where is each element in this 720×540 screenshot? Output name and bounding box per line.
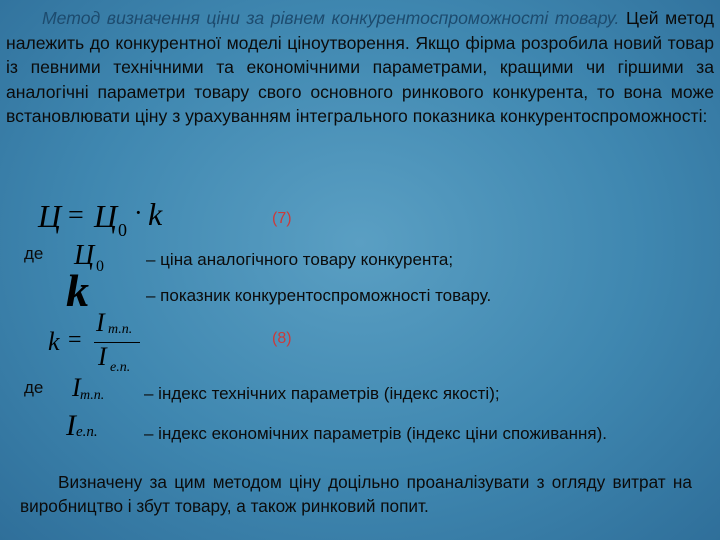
- desc-c0: – ціна аналогічного товару конкурента;: [146, 250, 454, 269]
- symbol-c0: Ц: [74, 240, 95, 271]
- formula7-equals: =: [68, 200, 84, 231]
- formula8-num-i: I: [96, 308, 105, 337]
- where-label-1: де: [24, 244, 44, 263]
- formula7-lhs: Ц: [38, 198, 62, 234]
- symbol-c0-sub: 0: [96, 258, 104, 275]
- formula7-base: Ц: [94, 198, 118, 234]
- where-label-2: де: [24, 378, 44, 397]
- formula8-den-sub: е.п.: [110, 360, 131, 375]
- desc-iep: – індекс економічних параметрів (індекс ціни споживання).: [144, 424, 607, 443]
- method-title: Метод визначення ціни за рівнем конкурентоспроможності товару.: [42, 8, 620, 28]
- intro-paragraph: [6, 6, 714, 129]
- formula7-dot: ·: [134, 198, 143, 227]
- formula7-base-sub: 0: [118, 220, 127, 240]
- desc-itp: – індекс технічних параметрів (індекс якості);: [144, 384, 500, 403]
- symbol-k: k: [66, 265, 87, 316]
- formula8-num-sub: т.п.: [108, 322, 133, 337]
- formula8-equals: =: [68, 327, 82, 353]
- formula7-number: (7): [272, 210, 292, 227]
- desc-k: – показник конкурентоспроможності товару.: [146, 286, 492, 305]
- formula8-number: (8): [272, 330, 292, 347]
- symbol-itp: I: [72, 373, 81, 402]
- formula7-k: k: [148, 196, 163, 232]
- symbol-itp-sub: т.п.: [80, 388, 105, 403]
- symbol-iep-sub: е.п.: [76, 424, 98, 440]
- symbol-iep: I: [66, 409, 76, 442]
- formula8-k: k: [48, 327, 60, 356]
- formula8-den-i: I: [98, 342, 107, 371]
- intro-text: Цей метод належить до конкурентної моделі ціноутворення. Якщо фірма розробила новий товар із певними технічними та економічними параметрами, кращими чи гіршими за аналогічні параметри товару свого основного ринкового конкурента, то вона може встановлювати ціну з урахуванням інтегрального показника конкурентоспроможності:: [6, 8, 714, 127]
- conclusion-paragraph: Визначену за цим методом ціну доцільно проаналізувати з огляду витрат на виробництво і збут товару, а також ринковий попит.: [20, 472, 692, 516]
